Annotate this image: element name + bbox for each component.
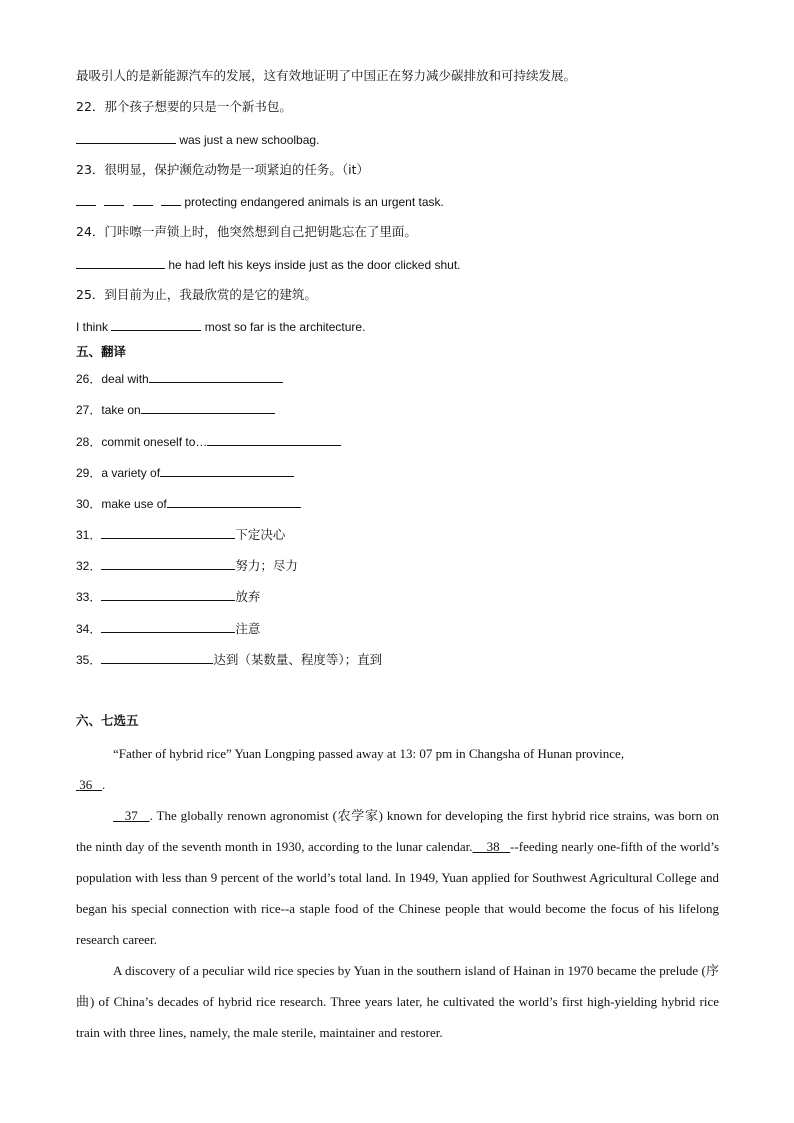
answer-blank[interactable] <box>167 495 301 508</box>
translation-item-28 <box>76 433 341 450</box>
question-22-answer-line <box>76 131 319 148</box>
paragraph-text: --feeding nearly one-fifth of the world’s population with less than 9 percent of the world’s total land. In 1949, Yuan applied for Southwest Agricultural College and began his special connection with rice--a staple food of the Chinese people that would become the focus of his lifelong research career. <box>76 839 720 947</box>
question-23-answer-line <box>76 193 444 210</box>
question-25-answer-line <box>76 318 365 335</box>
question-chinese: 门咔嚓一声锁上时，他突然想到自己把钥匙忘在了里面。 <box>104 224 417 239</box>
translation-item-26 <box>76 370 283 387</box>
item-number: 29． <box>76 466 102 480</box>
question-number: 24． <box>76 224 105 239</box>
answer-blank[interactable] <box>141 401 275 414</box>
question-number: 22． <box>76 99 105 114</box>
question-25-prompt <box>76 287 317 303</box>
paragraph-text: “Father of hybrid rice” Yuan Longping passed away at 13: 07 pm in Changsha of Hunan province, <box>113 746 625 761</box>
item-number: 31． <box>76 528 102 542</box>
paragraph-text: A discovery of a peculiar wild rice species by Yuan in the southern island of Hainan in 1970 became the prelude (序曲) of China’s decades of hybrid rice research. Three years later, he cultivated the world’s first high-yielding hybrid rice train with three lines, namely, the male sterile, maintainer and restorer. <box>76 963 719 1040</box>
item-phrase: 注意 <box>235 621 261 636</box>
answer-blank[interactable] <box>101 557 235 570</box>
question-chinese: 很明显，保护濒危动物是一项紧迫的任务。（it） <box>104 162 370 177</box>
answer-blank[interactable] <box>76 256 165 269</box>
question-number: 23． <box>76 162 105 177</box>
answer-blank[interactable] <box>161 193 181 206</box>
answer-blank[interactable] <box>101 620 235 633</box>
answer-blank[interactable] <box>76 193 96 206</box>
item-number: 27． <box>76 403 102 417</box>
item-phrase: a variety of <box>101 466 161 480</box>
item-number: 30． <box>76 497 102 511</box>
section-six-title: 六、七选五 <box>76 713 139 728</box>
item-phrase: take on <box>101 403 141 417</box>
blank-38[interactable] <box>473 839 511 854</box>
translation-item-27 <box>76 401 275 418</box>
translation-item-29 <box>76 464 294 481</box>
blank-36[interactable] <box>76 777 102 792</box>
item-number: 33． <box>76 590 102 604</box>
answer-blank[interactable] <box>160 464 294 477</box>
answer-english-prefix: I think <box>76 320 112 334</box>
question-22-prompt <box>76 99 292 115</box>
blank-number: 36 <box>79 777 93 792</box>
item-number: 34． <box>76 622 102 636</box>
item-phrase: commit oneself to… <box>101 435 208 449</box>
answer-blank[interactable] <box>101 526 235 539</box>
blank-number: 37 <box>124 808 138 823</box>
translation-item-35 <box>76 651 382 668</box>
blank-number: 38 <box>486 839 500 854</box>
answer-blank[interactable] <box>149 370 283 383</box>
item-phrase: 达到（某数量、程度等）；直到 <box>213 652 383 667</box>
answer-blank[interactable] <box>76 131 176 144</box>
translation-item-31 <box>76 526 285 543</box>
translation-item-30 <box>76 495 301 512</box>
answer-blank[interactable] <box>207 433 341 446</box>
passage-paragraph-3 <box>76 955 719 1048</box>
answer-blank[interactable] <box>104 193 124 206</box>
item-number: 26． <box>76 372 102 386</box>
paragraph-text: . The globally renown agronomist (农学家) known for developing the first hybrid rice strains, was born on the ninth day of the seventh month in 1930, according to the lunar calendar. <box>76 808 719 854</box>
question-24-prompt <box>76 224 417 240</box>
item-phrase: deal with <box>101 372 149 386</box>
answer-blank[interactable] <box>111 318 201 331</box>
question-chinese: 那个孩子想要的只是一个新书包。 <box>104 99 292 114</box>
translation-item-32 <box>76 557 298 574</box>
item-phrase: 下定决心 <box>235 527 286 542</box>
translation-item-34 <box>76 620 260 637</box>
item-phrase: make use of <box>101 497 167 511</box>
item-number: 32． <box>76 559 102 573</box>
intro-line: 最吸引人的是新能源汽车的发展，这有效地证明了中国正在努力减少碳排放和可持续发展。 <box>76 68 577 83</box>
answer-english: most so far is the architecture. <box>201 320 366 334</box>
answer-english: was just a new schoolbag. <box>176 133 320 147</box>
item-phrase: 放弃 <box>235 589 261 604</box>
answer-blank[interactable] <box>133 193 153 206</box>
answer-english: protecting endangered animals is an urgent task. <box>181 195 444 209</box>
question-24-answer-line <box>76 256 461 273</box>
item-number: 35． <box>76 653 102 667</box>
answer-english: he had left his keys inside just as the door clicked shut. <box>165 258 461 272</box>
item-number: 28． <box>76 435 102 449</box>
passage-paragraph-1: “Father of hybrid rice” Yuan Longping passed away at 13: 07 pm in Changsha of Hunan province, 36 . <box>76 738 719 800</box>
question-chinese: 到目前为止，我最欣赏的是它的建筑。 <box>104 287 317 302</box>
translation-item-33 <box>76 588 260 605</box>
question-23-prompt <box>76 162 369 178</box>
question-number: 25． <box>76 287 105 302</box>
passage-paragraph-2 <box>76 800 719 955</box>
answer-blank[interactable] <box>101 588 235 601</box>
reading-passage <box>76 738 719 1048</box>
section-five-title: 五、翻译 <box>76 344 127 359</box>
item-phrase: 努力；尽力 <box>235 558 298 573</box>
answer-blank[interactable] <box>101 651 213 664</box>
blank-37[interactable] <box>113 808 150 823</box>
